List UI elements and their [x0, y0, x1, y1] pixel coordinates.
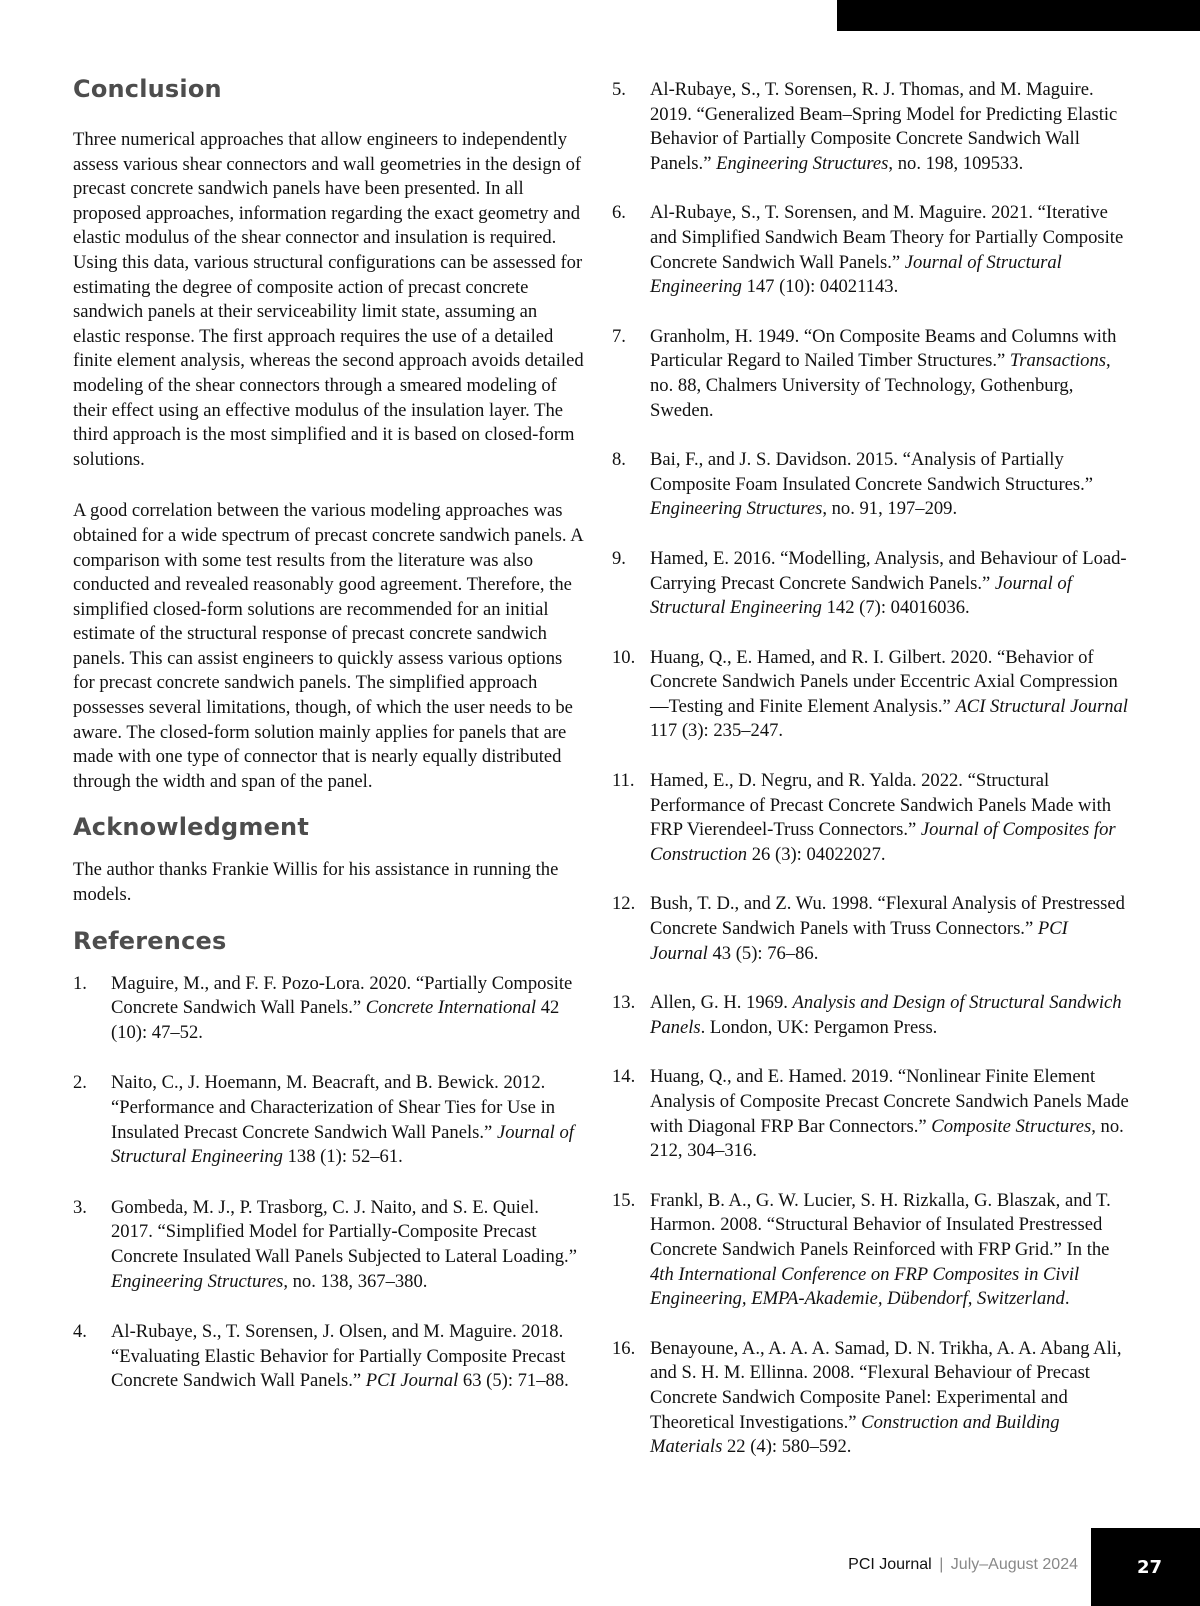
page-number-text: 27: [1136, 1556, 1163, 1578]
reference-list-left: [73, 972, 585, 1394]
reference-detail: 63 (5): 71–88.: [458, 1370, 569, 1392]
header-bar: [837, 0, 1200, 31]
reference-detail: 147 (10): 04021143.: [741, 276, 899, 298]
conclusion-paragraph-1: Three numerical approaches that allow engineers to independently assess various shear connectors and wall geometries in the design of precast concrete sandwich panels have been presented. In all proposed approaches, information regarding the exact geometry and elastic modulus of the shear connector and insulation is required. Using this data, various structural configurations can be assessed for estimating the degree of composite action of precast concrete sandwich panels at their serviceability limit state, assuming an elastic response. The first approach requires the use of a detailed finite element analysis, whereas the second approach avoids detailed modeling of the shear connectors through a smeared modeling of their effect using an effective modulus of the insulation layer. The third approach is the most simplified and it is based on closed-form solutions.: [73, 129, 584, 470]
reference-item: [612, 1065, 1130, 1163]
reference-source: Journal of Composites for Construction: [650, 819, 1116, 865]
reference-text: Benayoune, A., A. A. A. Samad, D. N. Trikha, A. A. Abang Ali, and S. H. M. Ellinna. 2008. “Flexural Behaviour of Precast Concrete Sandwich Composite Panel: Experimental and Theoretical Investigations.”: [650, 1337, 1122, 1433]
reference-source: 4th International Conference on FRP Composites in Civil Engineering, EMPA-Akademie, Dübendorf, Switzerland: [650, 1263, 1080, 1310]
reference-number: 12.: [612, 893, 636, 915]
reference-number: 10.: [612, 646, 636, 668]
reference-number: 11.: [612, 770, 635, 792]
references-heading: References: [73, 926, 227, 955]
reference-detail: 138 (1): 52–61.: [282, 1146, 403, 1168]
reference-source: Engineering Structures: [111, 1270, 284, 1292]
reference-detail: 22 (4): 580–592.: [722, 1436, 852, 1458]
reference-text: Granholm, H. 1949. “On Composite Beams and Columns with Particular Regard to Nailed Timber Structures.”: [650, 325, 1117, 372]
reference-number: 8.: [612, 449, 626, 471]
reference-item: [612, 1337, 1130, 1460]
reference-detail: 26 (3): 04022027.: [747, 843, 886, 865]
reference-number: 3.: [73, 1196, 87, 1218]
reference-item: [612, 646, 1130, 744]
reference-item: [612, 448, 1130, 522]
reference-number: 14.: [612, 1066, 636, 1088]
reference-number: 2.: [73, 1072, 87, 1094]
reference-text: Huang, Q., E. Hamed, and R. I. Gilbert. 2020. “Behavior of Concrete Sandwich Panels under Eccentric Axial Compression—Testing and Finite Element Analysis.”: [650, 646, 1118, 717]
reference-number: 5.: [612, 79, 626, 100]
reference-list-right: [612, 78, 1130, 1460]
reference-source: Journal of Structural Engineering: [650, 251, 1062, 298]
reference-item: [612, 1189, 1130, 1312]
reference-item: [73, 1320, 585, 1394]
reference-text: Hamed, E., D. Negru, and R. Yalda. 2022. “Structural Performance of Precast Concrete Sandwich Panels Made with FRP Vierendeel-Truss Connectors.”: [650, 770, 1112, 841]
reference-number: 13.: [612, 992, 636, 1014]
footer-separator: |: [939, 1556, 944, 1573]
reference-item: [612, 769, 1130, 867]
reference-text: Bai, F., and J. S. Davidson. 2015. “Analysis of Partially Composite Foam Insulated Concrete Sandwich Structures.”: [650, 449, 1094, 495]
reference-detail: 142 (7): 04016036.: [821, 597, 970, 619]
reference-text: Gombeda, M. J., P. Trasborg, C. J. Naito, and S. E. Quiel. 2017. “Simplified Model for Partially-Composite Precast Concrete Insulated Wall Panels Subjected to Lateral Loading.”: [111, 1196, 577, 1267]
reference-source: Journal of Structural Engineering: [111, 1121, 574, 1168]
conclusion-paragraph-2: A good correlation between the various modeling approaches was obtained for a wide spectrum of precast concrete sandwich panels. A comparison with some test results from the literature was also conducted and revealed reasonably good agreement. Therefore, the simplified closed-form solutions are recommended for an initial estimate of the structural response of precast concrete sandwich panels. This can assist engineers to quickly assess various options for precast concrete sandwich panels. The simplified approach possesses several limitations, though, of which the user needs to be aware. The closed-form solution mainly applies for panels that are made with one type of connector that is nearly equally distributed through the width and span of the panel.: [73, 500, 583, 792]
reference-detail: 117 (3): 235–247.: [650, 720, 784, 742]
reference-detail: 43 (5): 76–86.: [707, 942, 819, 964]
reference-number: 15.: [612, 1189, 636, 1211]
reference-source: PCI Journal: [650, 918, 1068, 964]
reference-number: 16.: [612, 1337, 636, 1359]
reference-source: PCI Journal: [365, 1370, 459, 1392]
reference-detail: , no. 212, 304–316.: [650, 1115, 1124, 1162]
reference-detail: 42 (10): 47–52.: [111, 997, 560, 1043]
reference-item: [612, 991, 1130, 1040]
reference-source: Composite Structures: [931, 1115, 1092, 1137]
reference-item: [73, 972, 585, 1046]
reference-source: Engineering Structures: [716, 152, 889, 174]
reference-detail: . London, UK: Pergamon Press.: [700, 1016, 938, 1038]
acknowledgment-heading: Acknowledgment: [73, 813, 310, 842]
reference-item: [612, 78, 1130, 176]
reference-source: Engineering Structures: [650, 498, 823, 520]
reference-detail: .: [1064, 1288, 1070, 1310]
footer-date: July–August 2024: [950, 1556, 1078, 1573]
reference-text: Al-Rubaye, S., T. Sorensen, R. J. Thomas, and M. Maguire. 2019. “Generalized Beam–Spring Model for Predicting Elastic Behavior of Partially Composite Concrete Sandwich Wall Panels.”: [650, 79, 1118, 174]
reference-text: Al-Rubaye, S., T. Sorensen, J. Olsen, and M. Maguire. 2018. “Evaluating Elastic Behavior for Partially Composite Precast Concrete Sandwich Wall Panels.”: [111, 1321, 566, 1392]
reference-source: Construction and Building Materials: [650, 1411, 1060, 1458]
reference-text: Al-Rubaye, S., T. Sorensen, and M. Maguire. 2021. “Iterative and Simplified Sandwich Beam Theory for Partially Composite Concrete Sandwich Wall Panels.”: [650, 202, 1124, 273]
reference-detail: , no. 198, 109533.: [888, 152, 1024, 174]
reference-number: 7.: [612, 325, 626, 347]
footer: [848, 1556, 1078, 1574]
reference-number: 9.: [612, 547, 626, 569]
reference-source: Journal of Structural Engineering: [650, 572, 1072, 619]
acknowledgment-text: The author thanks Frankie Willis for his assistance in running the models.: [73, 859, 559, 906]
reference-text: Huang, Q., and E. Hamed. 2019. “Nonlinear Finite Element Analysis of Composite Precast Concrete Sandwich Panels Made with Diagonal FRP Bar Connectors.”: [650, 1066, 1129, 1137]
right-column: [612, 72, 1130, 1460]
page-number: [1091, 1528, 1200, 1606]
reference-item: [73, 1196, 585, 1294]
reference-text: Frankl, B. A., G. W. Lucier, S. H. Rizkalla, G. Blaszak, and T. Harmon. 2008. “Structural Behavior of Insulated Prestressed Concrete Sandwich Panels Reinforced with FRP Grid.” In the: [650, 1189, 1111, 1260]
reference-text: Allen, G. H. 1969.: [650, 992, 793, 1014]
reference-item: [612, 892, 1130, 966]
reference-source: Transactions: [1009, 350, 1107, 372]
reference-text: Bush, T. D., and Z. Wu. 1998. “Flexural Analysis of Prestressed Concrete Sandwich Panels with Truss Connectors.”: [650, 893, 1125, 940]
reference-text: Maguire, M., and F. F. Pozo-Lora. 2020. “Partially Composite Concrete Sandwich Wall Panels.”: [111, 972, 573, 1019]
reference-number: 4.: [73, 1321, 87, 1343]
reference-item: [612, 325, 1130, 423]
reference-detail: , no. 91, 197–209.: [822, 498, 958, 520]
reference-source: Concrete International: [365, 997, 537, 1019]
reference-source: ACI Structural Journal: [955, 695, 1128, 717]
reference-text: Hamed, E. 2016. “Modelling, Analysis, and Behaviour of Load-Carrying Precast Concrete Sandwich Panels.”: [650, 547, 1127, 594]
reference-detail: , no. 138, 367–380.: [283, 1270, 428, 1292]
reference-number: 1.: [73, 972, 87, 994]
reference-item: [612, 547, 1130, 621]
reference-number: 6.: [612, 202, 626, 224]
conclusion-heading: Conclusion: [73, 75, 222, 103]
reference-source: Analysis and Design of Structural Sandwich Panels: [650, 992, 1122, 1038]
footer-journal: PCI Journal: [848, 1556, 932, 1573]
left-column: [73, 72, 585, 1394]
reference-detail: , no. 88, Chalmers University of Technology, Gothenburg, Sweden.: [650, 350, 1111, 421]
reference-text: Naito, C., J. Hoemann, M. Beacraft, and B. Bewick. 2012. “Performance and Characterization of Shear Ties for Use in Insulated Precast Concrete Sandwich Wall Panels.”: [111, 1072, 556, 1143]
reference-item: [73, 1071, 585, 1169]
reference-item: [612, 201, 1130, 299]
